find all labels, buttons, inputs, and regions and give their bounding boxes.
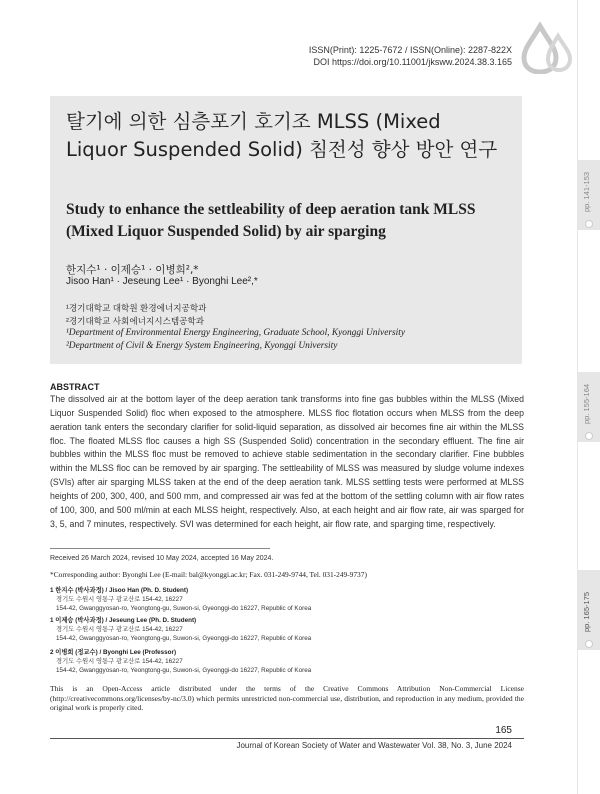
author-address-en: 154-42, Gwanggyosan-ro, Yeongtong-gu, Suwon-si, Gyeonggi-do 16227, Republic of Korea [56,605,312,612]
korean-title: 탈기에 의한 심층포기 호기조 MLSS (Mixed Liquor Suspended Solid) 침전성 향상 방안 연구 [66,110,498,161]
authors-korean: 한지수¹ · 이제승¹ · 이병희²,* [66,264,199,276]
author-address-ko: 경기도 수원시 영통구 광교산로 154-42, 16227 [56,658,183,665]
corresponding-author: *Corresponding author: Byonghi Lee (E-mail: bal@kyonggi.ac.kr; Fax. 031-249-9744, Tel. 031-249-9737) [50,570,367,579]
doi-line: DOI https://doi.org/10.11001/jksww.2024.38.3.165 [313,57,512,67]
license-notice: This is an Open-Access article distributed under the terms of the Creative Commons Attribution Non-Commercial License (http://creativecommons.org/licenses/by-nc/3.0) which permits unrestricted non-commercial use, distribution, and reproduction in any medium, provided the original work is properly cited. [50,684,524,712]
issn-header [309,44,512,68]
issn-line: ISSN(Print): 1225-7672 / ISSN(Online): 2287-822X [308,45,512,55]
affiliation-en-2: ²Department of Civil & Energy System Engineering, Kyonggi University [66,340,338,351]
journal-logo-icon [518,22,576,74]
author-address-en: 154-42, Gwanggyosan-ro, Yeongtong-gu, Suwon-si, Gyeonggi-do 16227, Republic of Korea [56,667,312,674]
english-title: Study to enhance the settleability of deep aeration tank MLSS (Mixed Liquor Suspended Solid) by air sparging [66,201,476,240]
authors-english: Jisoo Han¹ · Jeseung Lee¹ · Byonghi Lee²,* [66,276,258,287]
author-affiliation-3 [50,648,311,675]
footer-divider [50,738,524,739]
affiliations [66,302,405,352]
author-affiliation-head: 2 이병희 (정교수) / Byonghi Lee (Professor) [50,649,177,656]
side-tab-label: pp. 141-153 [582,171,591,212]
side-tab-dot-icon [585,432,593,440]
author-affiliation-2 [50,616,311,643]
footnote-divider [50,548,270,549]
author-address-ko: 경기도 수원시 영통구 광교산로 154-42, 16227 [56,626,183,633]
affiliation-en-1: ¹Department of Environmental Energy Engineering, Graduate School, Kyonggi University [66,328,406,338]
side-tab-label: pp. 155-164 [582,383,591,424]
received-dates: Received 26 March 2024, revised 10 May 2024, accepted 16 May 2024. [50,555,274,562]
author-affiliation-1 [50,586,311,613]
page-number: 165 [495,725,512,736]
author-address-ko: 경기도 수원시 영통구 광교산로 154-42, 16227 [56,596,183,603]
side-tab-dot-icon [585,220,593,228]
side-tab-2[interactable] [578,372,600,442]
side-tab-dot-icon [585,640,593,648]
author-address-en: 154-42, Gwanggyosan-ro, Yeongtong-gu, Suwon-si, Gyeonggi-do 16227, Republic of Korea [56,635,312,642]
affiliation-ko-1: ¹경기대학교 대학원 환경에너지공학과 [66,303,207,313]
abstract-body: The dissolved air at the bottom layer of the deep aeration tank transforms into fine gas bubbles within the MLSS (Mixed Liquor Suspended Solid) floc when exposed to the atmosphere. MLSS floc flotation occurs when MLSS from the deep aeration tank enters the secondary clarifier for solid-liquid separation, as dissolved air becomes fine air within the MLSS floc. The floated MLSS floc causes a high SS (Suspended Solid) concentration in the secondary effluent. The fine air bubbles within the MLSS floc must be removed to achieve stable sedimentation in the secondary clarifier. Fine bubbles within the MLSS floc can be removed by air sparging. The settleability of MLSS was measured by sludge volume indexes (SVIs) after air sparging MLSS taken at the end of the deep aeration tank. MLSS settling tests were performed at MLSS heights of 200, 300, 400, and 500 mm, and compressed air was fed at the bottom of the settling column with air flow rates of 100, 300, and 500 ml/min at each MLSS height, respectively. Also, at each height and air flow rate, air was sparged for 3, 5, and 7 minutes, respectively. SVI was determined for each height, air flow rate, and sparging time, respectively. [50,394,524,529]
side-tab-label: pp. 165-175 [582,591,591,632]
side-tab-1[interactable] [578,160,600,230]
affiliation-ko-2: ²경기대학교 사회에너지시스템공학과 [66,315,205,326]
journal-footer: Journal of Korean Society of Water and Wastewater Vol. 38, No. 3, June 2024 [236,741,512,750]
author-affiliation-head: 1 이제승 (박사과정) / Jeseung Lee (Ph. D. Student) [50,617,197,624]
side-tab-3-active[interactable] [578,570,600,650]
abstract-heading: ABSTRACT [50,382,100,392]
author-affiliation-head: 1 한지수 (박사과정) / Jisoo Han (Ph. D. Student) [50,587,189,594]
